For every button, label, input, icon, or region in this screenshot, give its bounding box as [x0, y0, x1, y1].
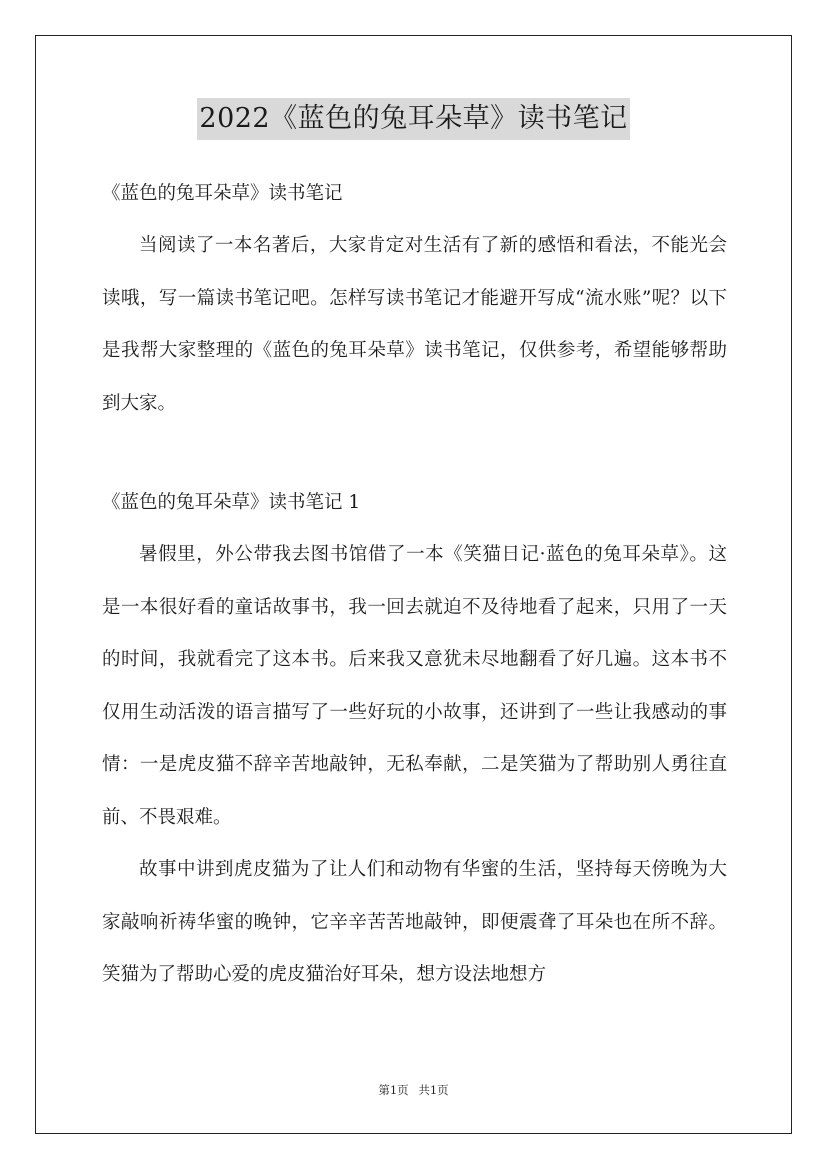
intro-paragraph: 当阅读了一本名著后，大家肯定对生活有了新的感悟和看法，不能光会读哦，写一篇读书笔记吧。怎样写读书笔记才能避开写成“流水账”呢？以下是我帮大家整理的《蓝色的兔耳朵草》读书笔记，仅供参考，希望能够帮助到大家。: [102, 235, 727, 414]
title-container: [0, 98, 827, 140]
page-number: 第1页: [378, 1083, 409, 1097]
page-footer: [0, 1082, 827, 1098]
document-body: [102, 168, 727, 1002]
note-1-paragraph-1: 暑假里，外公带我去图书馆借了一本《笑猫日记·蓝色的兔耳朵草》。这是一本很好看的童话故事书，我一回去就迫不及待地看了起来，只用了一天的时间，我就看完了这本书。后来我又意犹未尽地翻看了好几遍。这本书不仅用生动活泼的语言描写了一些好玩的小故事，还讲到了一些让我感动的事情：一是虎皮猫不辞辛苦地敲钟，无私奉献，二是笑猫为了帮助别人勇往直前、不畏艰难。: [102, 544, 727, 828]
note-1-paragraph-2: 故事中讲到虎皮猫为了让人们和动物有华蜜的生活，坚持每天傍晚为大家敲响祈祷华蜜的晚钟，它辛辛苦苦地敲钟，即便震聋了耳朵也在所不辞。笑猫为了帮助心爱的虎皮猫治好耳朵，想方设法地想方: [102, 859, 727, 985]
section-heading-note-1: 《蓝色的兔耳朵草》读书笔记 1: [102, 492, 361, 513]
page-total: 共1页: [418, 1083, 449, 1097]
section-heading-intro: 《蓝色的兔耳朵草》读书笔记: [102, 183, 343, 204]
document-title: 2022《蓝色的兔耳朵草》读书笔记: [197, 98, 629, 140]
